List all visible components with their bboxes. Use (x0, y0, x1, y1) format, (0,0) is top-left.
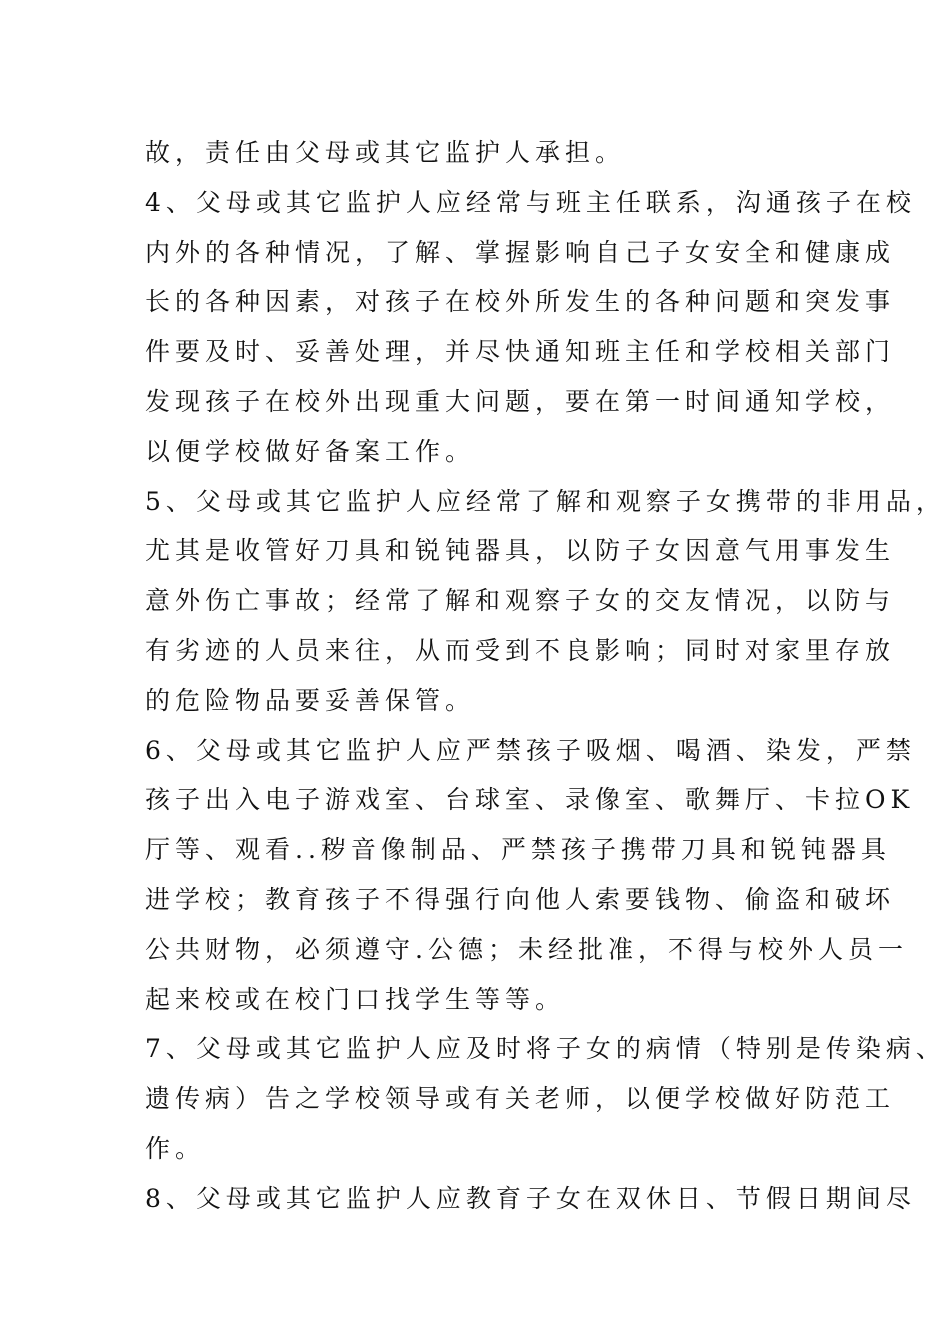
text-line: 发现孩子在校外出现重大问题，要在第一时间通知学校， (145, 386, 896, 416)
text-line: 尤其是收管好刀具和锐钝器具，以防子女因意气用事发生 (145, 536, 896, 566)
text-line: 遗传病）告之学校领导或有关老师，以便学校做好防范工 (145, 1084, 896, 1114)
text-line: 7、父母或其它监护人应及时将子女的病情（特别是传染病、 (145, 1034, 946, 1064)
text-line: 故，责任由父母或其它监护人承担。 (145, 138, 626, 167)
text-line: 起来校或在校门口找学生等等。 (145, 984, 566, 1014)
text-line: 6、父母或其它监护人应严禁孩子吸烟、喝酒、染发，严禁 (145, 735, 916, 765)
text-line: 公共财物，必须遵守.公德；未经批准，不得与校外人员一 (145, 934, 908, 964)
text-line: 4、父母或其它监护人应经常与班主任联系，沟通孩子在校 (145, 187, 916, 217)
document-body (145, 128, 946, 1224)
text-line: 作。 (145, 1133, 206, 1163)
text-line: 件要及时、妥善处理，并尽快通知班主任和学校相关部门 (145, 337, 896, 367)
text-line: 长的各种因素，对孩子在校外所发生的各种问题和突发事 (145, 287, 896, 317)
text-line: 厅等、观看..秽音像制品、严禁孩子携带刀具和锐钝器具 (145, 835, 891, 865)
text-line: 5、父母或其它监护人应经常了解和观察子女携带的非用品， (145, 486, 946, 516)
text-line: 进学校；教育孩子不得强行向他人索要钱物、偷盗和破坏 (145, 884, 896, 914)
text-line: 孩子出入电子游戏室、台球室、录像室、歌舞厅、卡拉OK (145, 785, 915, 815)
text-line: 有劣迹的人员来往，从而受到不良影响；同时对家里存放 (145, 635, 896, 665)
text-line: 的危险物品要妥善保管。 (145, 685, 476, 715)
text-line: 以便学校做好备案工作。 (145, 436, 476, 466)
text-line: 意外伤亡事故；经常了解和观察子女的交友情况，以防与 (145, 586, 896, 616)
text-line: 8、父母或其它监护人应教育子女在双休日、节假日期间尽 (145, 1183, 916, 1213)
text-line: 内外的各种情况，了解、掌握影响自己子女安全和健康成 (145, 237, 896, 267)
